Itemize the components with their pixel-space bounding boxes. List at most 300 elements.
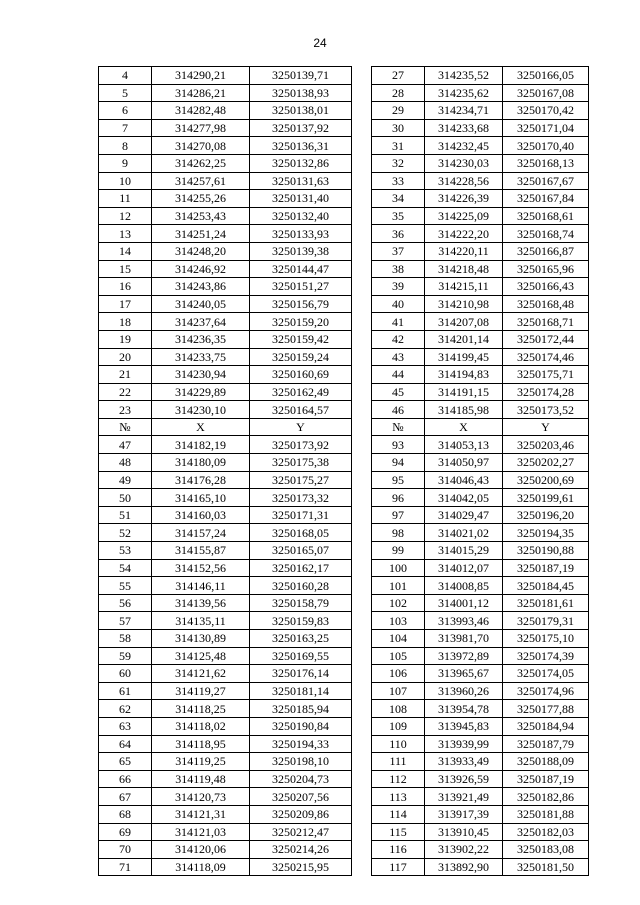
- point-number-cell: 70: [99, 841, 152, 859]
- x-coordinate-cell: 314165,10: [152, 489, 250, 507]
- table-row: [99, 753, 589, 771]
- point-number-cell: 50: [99, 489, 152, 507]
- y-coordinate-cell: 3250199,61: [503, 489, 589, 507]
- y-coordinate-cell: 3250170,40: [503, 137, 589, 155]
- y-coordinate-cell: 3250200,69: [503, 471, 589, 489]
- table-row: [99, 330, 589, 348]
- column-gap: [352, 67, 372, 85]
- x-coordinate-cell: 313917,39: [425, 805, 503, 823]
- y-coordinate-cell: 3250171,31: [250, 506, 352, 524]
- point-number-cell: 7: [99, 119, 152, 137]
- table-row: [99, 647, 589, 665]
- column-gap: [352, 260, 372, 278]
- point-number-cell: 16: [99, 278, 152, 296]
- y-coordinate-cell: 3250139,38: [250, 242, 352, 260]
- x-coordinate-cell: 313954,78: [425, 700, 503, 718]
- y-coordinate-cell: 3250160,69: [250, 366, 352, 384]
- y-coordinate-cell: 3250156,79: [250, 295, 352, 313]
- point-number-cell: 34: [372, 190, 425, 208]
- x-coordinate-cell: 314050,97: [425, 454, 503, 472]
- point-number-cell: 51: [99, 506, 152, 524]
- x-coordinate-cell: 314015,29: [425, 542, 503, 560]
- column-gap: [352, 278, 372, 296]
- point-number-cell: 112: [372, 770, 425, 788]
- point-number-cell: 38: [372, 260, 425, 278]
- point-number-cell: №: [372, 418, 425, 436]
- point-number-cell: 55: [99, 577, 152, 595]
- y-coordinate-cell: 3250168,71: [503, 313, 589, 331]
- y-coordinate-cell: 3250187,19: [503, 559, 589, 577]
- point-number-cell: 113: [372, 788, 425, 806]
- y-coordinate-cell: 3250172,44: [503, 330, 589, 348]
- table-row: [99, 278, 589, 296]
- x-coordinate-cell: 314235,52: [425, 67, 503, 85]
- y-coordinate-cell: 3250202,27: [503, 454, 589, 472]
- y-coordinate-cell: Y: [503, 418, 589, 436]
- point-number-cell: 64: [99, 735, 152, 753]
- y-coordinate-cell: 3250183,08: [503, 841, 589, 859]
- column-gap: [352, 137, 372, 155]
- x-coordinate-cell: 314139,56: [152, 594, 250, 612]
- point-number-cell: 61: [99, 682, 152, 700]
- x-coordinate-cell: X: [425, 418, 503, 436]
- point-number-cell: 30: [372, 119, 425, 137]
- column-gap: [352, 841, 372, 859]
- point-number-cell: 57: [99, 612, 152, 630]
- table-row: [99, 383, 589, 401]
- y-coordinate-cell: 3250158,79: [250, 594, 352, 612]
- x-coordinate-cell: 314146,11: [152, 577, 250, 595]
- y-coordinate-cell: 3250159,24: [250, 348, 352, 366]
- point-number-cell: 8: [99, 137, 152, 155]
- x-coordinate-cell: 314157,24: [152, 524, 250, 542]
- table-row: [99, 682, 589, 700]
- point-number-cell: 98: [372, 524, 425, 542]
- point-number-cell: 102: [372, 594, 425, 612]
- table-row: [99, 506, 589, 524]
- table-row: [99, 207, 589, 225]
- x-coordinate-cell: 314160,03: [152, 506, 250, 524]
- point-number-cell: 39: [372, 278, 425, 296]
- table-row: [99, 313, 589, 331]
- x-coordinate-cell: 314236,35: [152, 330, 250, 348]
- point-number-cell: 99: [372, 542, 425, 560]
- x-coordinate-cell: 314229,89: [152, 383, 250, 401]
- point-number-cell: 6: [99, 102, 152, 120]
- table-row: [99, 559, 589, 577]
- table-row: [99, 770, 589, 788]
- point-number-cell: 52: [99, 524, 152, 542]
- x-coordinate-cell: 314230,10: [152, 401, 250, 419]
- y-coordinate-cell: 3250138,01: [250, 102, 352, 120]
- x-coordinate-cell: 313921,49: [425, 788, 503, 806]
- table-row: [99, 190, 589, 208]
- x-coordinate-cell: 314246,92: [152, 260, 250, 278]
- table-row: [99, 84, 589, 102]
- x-coordinate-cell: 314282,48: [152, 102, 250, 120]
- point-number-cell: 33: [372, 172, 425, 190]
- y-coordinate-cell: 3250196,20: [503, 506, 589, 524]
- y-coordinate-cell: 3250198,10: [250, 753, 352, 771]
- table-row: [99, 700, 589, 718]
- column-gap: [352, 770, 372, 788]
- table-row: [99, 102, 589, 120]
- y-coordinate-cell: 3250173,32: [250, 489, 352, 507]
- x-coordinate-cell: 314253,43: [152, 207, 250, 225]
- x-coordinate-cell: 314012,07: [425, 559, 503, 577]
- y-coordinate-cell: 3250165,96: [503, 260, 589, 278]
- point-number-cell: 23: [99, 401, 152, 419]
- x-coordinate-cell: 314185,98: [425, 401, 503, 419]
- x-coordinate-cell: 314222,20: [425, 225, 503, 243]
- point-number-cell: 107: [372, 682, 425, 700]
- point-number-cell: 104: [372, 630, 425, 648]
- x-coordinate-cell: 314255,26: [152, 190, 250, 208]
- y-coordinate-cell: 3250173,92: [250, 436, 352, 454]
- y-coordinate-cell: 3250215,95: [250, 858, 352, 876]
- x-coordinate-cell: 314199,45: [425, 348, 503, 366]
- y-coordinate-cell: 3250181,50: [503, 858, 589, 876]
- point-number-cell: 97: [372, 506, 425, 524]
- y-coordinate-cell: 3250175,71: [503, 366, 589, 384]
- point-number-cell: 28: [372, 84, 425, 102]
- point-number-cell: 63: [99, 717, 152, 735]
- column-gap: [352, 401, 372, 419]
- x-coordinate-cell: 314121,62: [152, 665, 250, 683]
- x-coordinate-cell: 314120,06: [152, 841, 250, 859]
- y-coordinate-cell: 3250174,28: [503, 383, 589, 401]
- y-coordinate-cell: 3250168,13: [503, 154, 589, 172]
- x-coordinate-cell: 314243,86: [152, 278, 250, 296]
- y-coordinate-cell: 3250184,94: [503, 717, 589, 735]
- x-coordinate-cell: 313993,46: [425, 612, 503, 630]
- x-coordinate-cell: 314135,11: [152, 612, 250, 630]
- column-gap: [352, 454, 372, 472]
- x-coordinate-cell: 314191,15: [425, 383, 503, 401]
- point-number-cell: 48: [99, 454, 152, 472]
- column-gap: [352, 313, 372, 331]
- point-number-cell: 71: [99, 858, 152, 876]
- column-gap: [352, 858, 372, 876]
- y-coordinate-cell: 3250139,71: [250, 67, 352, 85]
- column-gap: [352, 753, 372, 771]
- y-coordinate-cell: 3250169,55: [250, 647, 352, 665]
- y-coordinate-cell: 3250166,05: [503, 67, 589, 85]
- column-gap: [352, 506, 372, 524]
- y-coordinate-cell: 3250167,08: [503, 84, 589, 102]
- x-coordinate-cell: 314119,48: [152, 770, 250, 788]
- table-row: [99, 454, 589, 472]
- table-row: [99, 524, 589, 542]
- table-row: [99, 67, 589, 85]
- x-coordinate-cell: 314118,25: [152, 700, 250, 718]
- column-gap: [352, 242, 372, 260]
- point-number-cell: 31: [372, 137, 425, 155]
- point-number-cell: 36: [372, 225, 425, 243]
- x-coordinate-cell: 313981,70: [425, 630, 503, 648]
- point-number-cell: 65: [99, 753, 152, 771]
- y-coordinate-cell: 3250173,52: [503, 401, 589, 419]
- x-coordinate-cell: 314201,14: [425, 330, 503, 348]
- column-gap: [352, 735, 372, 753]
- table-row: [99, 665, 589, 683]
- point-number-cell: 29: [372, 102, 425, 120]
- column-gap: [352, 647, 372, 665]
- y-coordinate-cell: 3250175,27: [250, 471, 352, 489]
- x-coordinate-cell: 314021,02: [425, 524, 503, 542]
- point-number-cell: 45: [372, 383, 425, 401]
- column-gap: [352, 630, 372, 648]
- x-coordinate-cell: 314220,11: [425, 242, 503, 260]
- x-coordinate-cell: 314235,62: [425, 84, 503, 102]
- x-coordinate-cell: 314230,03: [425, 154, 503, 172]
- y-coordinate-cell: 3250209,86: [250, 805, 352, 823]
- x-coordinate-cell: 314053,13: [425, 436, 503, 454]
- table-row: [99, 260, 589, 278]
- x-coordinate-cell: 314232,45: [425, 137, 503, 155]
- x-coordinate-cell: 314029,47: [425, 506, 503, 524]
- y-coordinate-cell: 3250181,61: [503, 594, 589, 612]
- table-row: [99, 436, 589, 454]
- table-row: [99, 401, 589, 419]
- column-gap: [352, 471, 372, 489]
- coordinates-table-body: [99, 67, 589, 876]
- column-gap: [352, 172, 372, 190]
- point-number-cell: 116: [372, 841, 425, 859]
- y-coordinate-cell: 3250159,20: [250, 313, 352, 331]
- y-coordinate-cell: 3250194,33: [250, 735, 352, 753]
- table-row: [99, 137, 589, 155]
- point-number-cell: 10: [99, 172, 152, 190]
- y-coordinate-cell: 3250188,09: [503, 753, 589, 771]
- x-coordinate-cell: 313939,99: [425, 735, 503, 753]
- x-coordinate-cell: 314233,68: [425, 119, 503, 137]
- x-coordinate-cell: 313910,45: [425, 823, 503, 841]
- y-coordinate-cell: 3250212,47: [250, 823, 352, 841]
- column-gap: [352, 418, 372, 436]
- table-row: [99, 295, 589, 313]
- column-gap: [352, 542, 372, 560]
- y-coordinate-cell: 3250167,67: [503, 172, 589, 190]
- point-number-cell: 41: [372, 313, 425, 331]
- table-header-row: [99, 418, 589, 436]
- point-number-cell: 56: [99, 594, 152, 612]
- x-coordinate-cell: 314286,21: [152, 84, 250, 102]
- y-coordinate-cell: 3250131,40: [250, 190, 352, 208]
- x-coordinate-cell: 314237,64: [152, 313, 250, 331]
- x-coordinate-cell: 314180,09: [152, 454, 250, 472]
- y-coordinate-cell: 3250166,43: [503, 278, 589, 296]
- x-coordinate-cell: 314118,95: [152, 735, 250, 753]
- point-number-cell: 47: [99, 436, 152, 454]
- point-number-cell: 101: [372, 577, 425, 595]
- x-coordinate-cell: 314176,28: [152, 471, 250, 489]
- y-coordinate-cell: 3250132,40: [250, 207, 352, 225]
- x-coordinate-cell: 313926,59: [425, 770, 503, 788]
- x-coordinate-cell: 314130,89: [152, 630, 250, 648]
- column-gap: [352, 225, 372, 243]
- column-gap: [352, 366, 372, 384]
- y-coordinate-cell: 3250175,10: [503, 630, 589, 648]
- x-coordinate-cell: 313933,49: [425, 753, 503, 771]
- x-coordinate-cell: 314207,08: [425, 313, 503, 331]
- y-coordinate-cell: 3250179,31: [503, 612, 589, 630]
- point-number-cell: 5: [99, 84, 152, 102]
- point-number-cell: 46: [372, 401, 425, 419]
- point-number-cell: 103: [372, 612, 425, 630]
- x-coordinate-cell: 314240,05: [152, 295, 250, 313]
- y-coordinate-cell: 3250184,45: [503, 577, 589, 595]
- y-coordinate-cell: 3250162,17: [250, 559, 352, 577]
- y-coordinate-cell: 3250204,73: [250, 770, 352, 788]
- x-coordinate-cell: 314182,19: [152, 436, 250, 454]
- y-coordinate-cell: 3250159,83: [250, 612, 352, 630]
- point-number-cell: 43: [372, 348, 425, 366]
- column-gap: [352, 823, 372, 841]
- table-row: [99, 542, 589, 560]
- point-number-cell: 117: [372, 858, 425, 876]
- column-gap: [352, 383, 372, 401]
- page-number: 24: [313, 36, 327, 50]
- point-number-cell: 19: [99, 330, 152, 348]
- table-row: [99, 489, 589, 507]
- column-gap: [352, 717, 372, 735]
- column-gap: [352, 594, 372, 612]
- point-number-cell: 62: [99, 700, 152, 718]
- column-gap: [352, 154, 372, 172]
- point-number-cell: 40: [372, 295, 425, 313]
- x-coordinate-cell: 314001,12: [425, 594, 503, 612]
- x-coordinate-cell: X: [152, 418, 250, 436]
- table-row: [99, 366, 589, 384]
- column-gap: [352, 102, 372, 120]
- x-coordinate-cell: 313965,67: [425, 665, 503, 683]
- y-coordinate-cell: 3250214,26: [250, 841, 352, 859]
- y-coordinate-cell: 3250174,05: [503, 665, 589, 683]
- point-number-cell: 44: [372, 366, 425, 384]
- column-gap: [352, 612, 372, 630]
- y-coordinate-cell: 3250174,46: [503, 348, 589, 366]
- point-number-cell: 11: [99, 190, 152, 208]
- column-gap: [352, 524, 372, 542]
- column-gap: [352, 788, 372, 806]
- coordinates-table: [98, 66, 589, 876]
- point-number-cell: 94: [372, 454, 425, 472]
- x-coordinate-cell: 314042,05: [425, 489, 503, 507]
- column-gap: [352, 207, 372, 225]
- x-coordinate-cell: 314251,24: [152, 225, 250, 243]
- point-number-cell: №: [99, 418, 152, 436]
- y-coordinate-cell: 3250168,61: [503, 207, 589, 225]
- x-coordinate-cell: 314119,27: [152, 682, 250, 700]
- point-number-cell: 27: [372, 67, 425, 85]
- y-coordinate-cell: 3250182,03: [503, 823, 589, 841]
- point-number-cell: 12: [99, 207, 152, 225]
- x-coordinate-cell: 313945,83: [425, 717, 503, 735]
- x-coordinate-cell: 314262,25: [152, 154, 250, 172]
- x-coordinate-cell: 314152,56: [152, 559, 250, 577]
- table-row: [99, 841, 589, 859]
- point-number-cell: 96: [372, 489, 425, 507]
- table-row: [99, 858, 589, 876]
- table-row: [99, 594, 589, 612]
- x-coordinate-cell: 313972,89: [425, 647, 503, 665]
- point-number-cell: 32: [372, 154, 425, 172]
- point-number-cell: 49: [99, 471, 152, 489]
- table-row: [99, 154, 589, 172]
- y-coordinate-cell: 3250144,47: [250, 260, 352, 278]
- x-coordinate-cell: 314257,61: [152, 172, 250, 190]
- y-coordinate-cell: 3250194,35: [503, 524, 589, 542]
- x-coordinate-cell: 314225,09: [425, 207, 503, 225]
- y-coordinate-cell: 3250182,86: [503, 788, 589, 806]
- x-coordinate-cell: 313960,26: [425, 682, 503, 700]
- x-coordinate-cell: 313892,90: [425, 858, 503, 876]
- table-row: [99, 348, 589, 366]
- y-coordinate-cell: 3250165,07: [250, 542, 352, 560]
- column-gap: [352, 436, 372, 454]
- table-row: [99, 735, 589, 753]
- x-coordinate-cell: 314226,39: [425, 190, 503, 208]
- table-row: [99, 630, 589, 648]
- x-coordinate-cell: 314118,02: [152, 717, 250, 735]
- point-number-cell: 110: [372, 735, 425, 753]
- y-coordinate-cell: 3250190,84: [250, 717, 352, 735]
- x-coordinate-cell: 314119,25: [152, 753, 250, 771]
- column-gap: [352, 700, 372, 718]
- y-coordinate-cell: 3250167,84: [503, 190, 589, 208]
- x-coordinate-cell: 314125,48: [152, 647, 250, 665]
- y-coordinate-cell: 3250133,93: [250, 225, 352, 243]
- point-number-cell: 20: [99, 348, 152, 366]
- table-row: [99, 225, 589, 243]
- column-gap: [352, 84, 372, 102]
- point-number-cell: 66: [99, 770, 152, 788]
- x-coordinate-cell: 314234,71: [425, 102, 503, 120]
- x-coordinate-cell: 314218,48: [425, 260, 503, 278]
- point-number-cell: 9: [99, 154, 152, 172]
- table-row: [99, 242, 589, 260]
- table-row: [99, 823, 589, 841]
- column-gap: [352, 559, 372, 577]
- y-coordinate-cell: 3250181,88: [503, 805, 589, 823]
- y-coordinate-cell: 3250177,88: [503, 700, 589, 718]
- column-gap: [352, 577, 372, 595]
- y-coordinate-cell: 3250136,31: [250, 137, 352, 155]
- y-coordinate-cell: 3250190,88: [503, 542, 589, 560]
- column-gap: [352, 805, 372, 823]
- x-coordinate-cell: 314290,21: [152, 67, 250, 85]
- point-number-cell: 42: [372, 330, 425, 348]
- y-coordinate-cell: 3250168,48: [503, 295, 589, 313]
- column-gap: [352, 682, 372, 700]
- table-row: [99, 119, 589, 137]
- table-row: [99, 471, 589, 489]
- point-number-cell: 15: [99, 260, 152, 278]
- point-number-cell: 108: [372, 700, 425, 718]
- point-number-cell: 54: [99, 559, 152, 577]
- point-number-cell: 67: [99, 788, 152, 806]
- y-coordinate-cell: 3250203,46: [503, 436, 589, 454]
- point-number-cell: 58: [99, 630, 152, 648]
- y-coordinate-cell: 3250181,14: [250, 682, 352, 700]
- x-coordinate-cell: 314228,56: [425, 172, 503, 190]
- x-coordinate-cell: 314121,03: [152, 823, 250, 841]
- point-number-cell: 60: [99, 665, 152, 683]
- column-gap: [352, 489, 372, 507]
- y-coordinate-cell: 3250151,27: [250, 278, 352, 296]
- x-coordinate-cell: 314194,83: [425, 366, 503, 384]
